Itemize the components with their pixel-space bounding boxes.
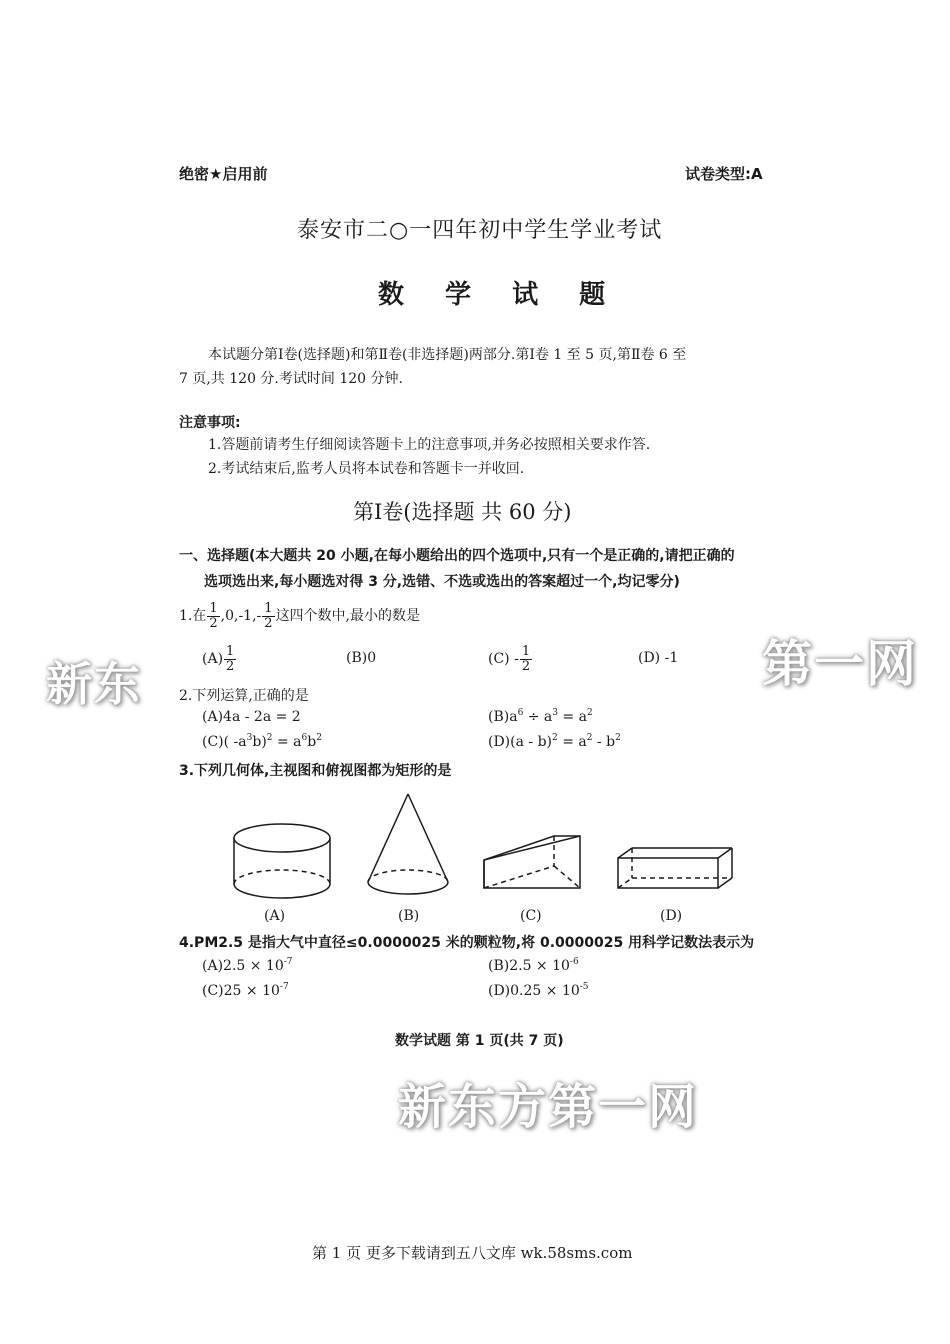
exam-title: 泰安市二○一四年初中学生学业考试: [297, 218, 663, 243]
question-3-stem: 3.下列几何体,主视图和俯视图都为矩形的是: [179, 763, 452, 779]
notice-item-1: 1.答题前请考生仔细阅读答题卡上的注意事项,并务必按照相关要求作答.: [208, 437, 651, 453]
question-4-option-b: $(B)2.5 \times 10^{-6}$: [488, 957, 579, 974]
question-4-option-a: $(A)2.5 \times 10^{-7}$: [202, 957, 293, 974]
solids-figure: [220, 788, 760, 908]
cone-figure: [368, 794, 448, 894]
question-1-option-a: (A) $\frac{1}{2}$: [202, 644, 235, 674]
question-4-stem: 4.PM2.5 是指大气中直径≤0.0000025 米的颗粒物,将 0.0000025 用科学记数法表示为: [179, 935, 755, 951]
triangular-prism-figure: [484, 836, 580, 888]
question-1-option-c: (C) - $\frac{1}{2}$: [488, 644, 531, 674]
intro-line-1: 本试题分第Ⅰ卷(选择题)和第Ⅱ卷(非选择题)两部分.第Ⅰ卷 1 至 5 页,第Ⅱ卷 6 至: [208, 347, 687, 363]
intro-line-2: 7 页,共 120 分.考试时间 120 分钟.: [179, 371, 403, 387]
question-2-option-d: $(D)(a - b)^2 = a^2 - b^2$: [488, 733, 621, 750]
question-4-option-c: $(C)25 \times 10^{-7}$: [202, 982, 289, 999]
subject-title: 数 学 试 题: [378, 280, 622, 310]
notice-item-2: 2.考试结束后,监考人员将本试卷和答题卡一并收回.: [208, 461, 525, 477]
question-1-option-b: (B)0: [346, 650, 377, 666]
question-2-option-c: (C)( $-a^3b)^2 = a^6b^2$: [202, 733, 322, 750]
watermark-left: 新东: [46, 657, 142, 711]
fraction: $\frac{1}{2}$: [209, 601, 218, 631]
section-instruction-1: 一、选择题(本大题共 20 小题,在每小题给出的四个选项中,只有一个是正确的,请把正确的: [179, 548, 735, 564]
figure-label-d: (D): [660, 908, 683, 924]
watermark-bottom: 新东方第一网: [398, 1079, 699, 1135]
figure-label-b: (B): [398, 908, 420, 924]
figure-label-a: (A): [264, 908, 286, 924]
notice-heading: 注意事项:: [179, 415, 241, 431]
section-instruction-2: 选项选出来,每小题选对得 3 分,选错、不选或选出的答案超过一个,均记零分): [204, 574, 680, 590]
figure-label-c: (C): [520, 908, 542, 924]
fraction: $\frac{1}{2}$: [264, 601, 273, 631]
fraction: $\frac{1}{2}$: [226, 644, 235, 674]
question-2-option-b: $(B)a^6 \div a^3 = a^2$: [488, 708, 593, 725]
section-title: 第Ⅰ卷(选择题 共 60 分): [353, 500, 572, 524]
page-footer: 数学试题 第 1 页(共 7 页): [395, 1033, 564, 1049]
cylinder-figure: [234, 824, 330, 898]
question-1-stem: 1.在 $\frac{1}{2}$ ,0,-1,- $\frac{1}{2}$ 这四个数中,最小的数是: [179, 601, 421, 631]
watermark-right: 第一网: [762, 635, 918, 693]
question-2-option-a: (A)4a - 2a = 2: [202, 709, 301, 725]
question-4-option-d: $(D)0.25 \times 10^{-5}$: [488, 982, 589, 999]
question-2-stem: 2.下列运算,正确的是: [179, 688, 309, 704]
download-footer: 第 1 页 更多下载请到五八文库 wk.58sms.com: [312, 1244, 633, 1262]
paper-type: 试卷类型:A: [685, 165, 763, 183]
secret-label: 绝密★启用前: [179, 165, 268, 183]
fraction: $\frac{1}{2}$: [521, 644, 531, 674]
question-1-option-d: (D) -1: [638, 650, 679, 666]
cuboid-figure: [618, 848, 732, 888]
